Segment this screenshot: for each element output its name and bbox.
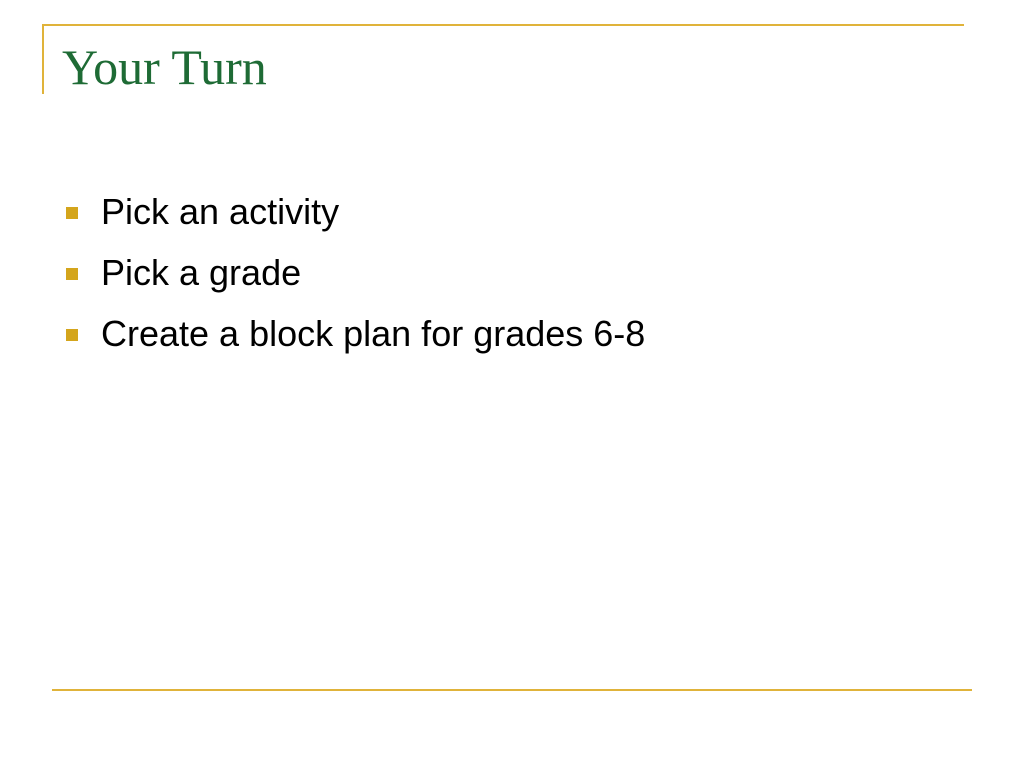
top-accent-line (42, 24, 964, 26)
bullet-item (62, 190, 645, 251)
bullet-text: Create a block plan for grades 6-8 (101, 313, 646, 354)
bullet-item (62, 251, 645, 312)
square-bullet-icon (66, 329, 78, 341)
left-accent-line (42, 24, 44, 94)
bullet-text: Pick an activity (101, 191, 340, 232)
bottom-accent-line (52, 689, 972, 691)
square-bullet-icon (66, 207, 78, 219)
slide-title: Your Turn (62, 39, 267, 95)
bullet-list (62, 190, 645, 373)
square-bullet-icon (66, 268, 78, 280)
bullet-item (62, 312, 645, 373)
bullet-text: Pick a grade (101, 252, 302, 293)
